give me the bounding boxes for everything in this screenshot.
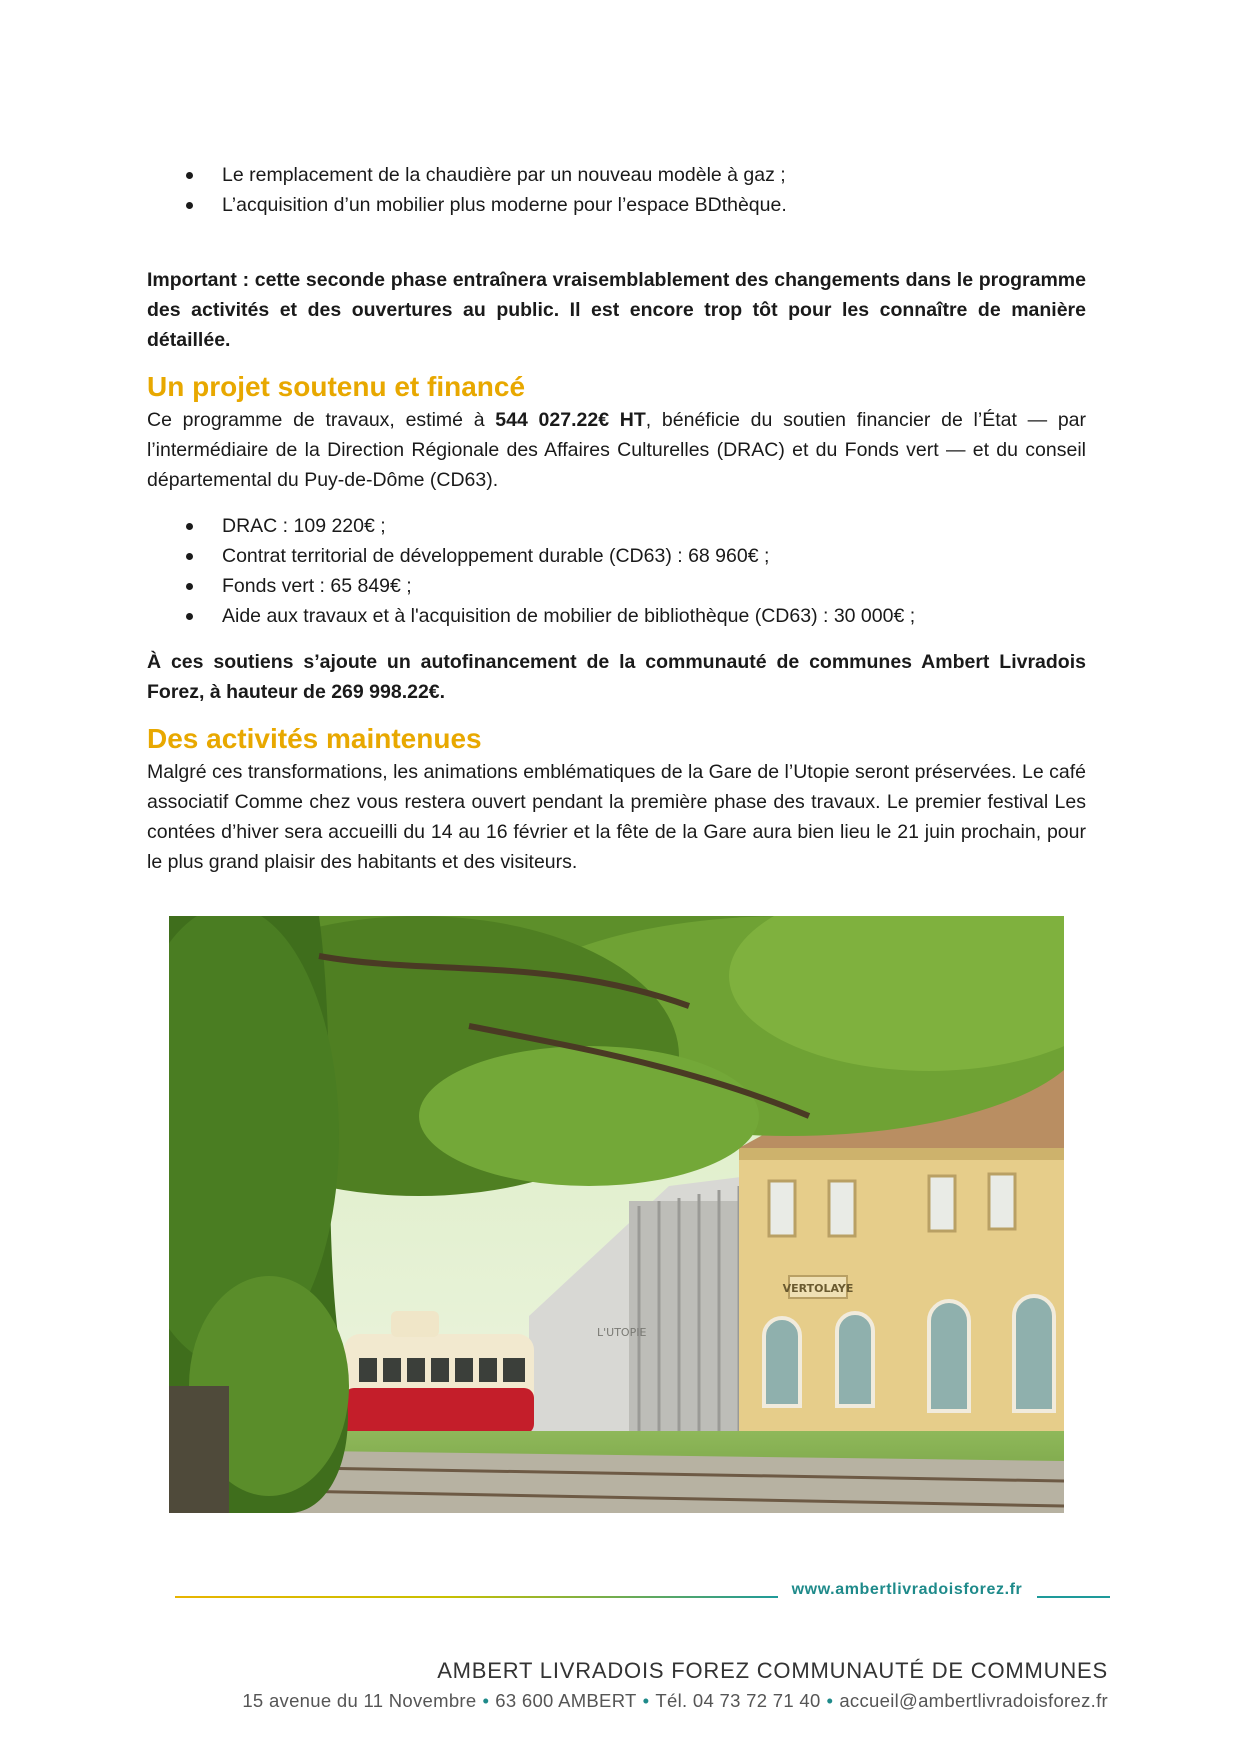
organization-name: AMBERT LIVRADOIS FOREZ COMMUNAUTÉ DE COMMUNES xyxy=(437,1658,1108,1683)
financing-intro xyxy=(147,405,1086,495)
list-item: DRAC : 109 220€ ; xyxy=(147,511,1086,541)
activities-body: Malgré ces transformations, les animations emblématiques de la Gare de l’Utopie seront préservées. Le café associatif Comme chez vous restera ouvert pendant la première phase des travaux. Le premier festival Les contées d’hiver sera accueilli du 14 au 16 février et la fête de la Gare aura bien lieu le 21 juin prochain, pour le plus grand plaisir des habitants et des visiteurs. xyxy=(147,761,1086,873)
list-item: Aide aux travaux et à l'acquisition de mobilier de bibliothèque (CD63) : 30 000€ ; xyxy=(147,601,1086,631)
website-link[interactable]: www.ambertlivradoisforez.fr xyxy=(791,1581,1023,1598)
street-address: 15 avenue du 11 Novembre xyxy=(242,1690,477,1711)
city-postcode: 63 600 AMBERT xyxy=(495,1690,637,1711)
contact-address: 15 avenue du 11 Novembre • 63 600 AMBERT • Tél. 04 73 72 71 40 • accueil@ambertlivradoisforez.fr xyxy=(242,1690,1108,1711)
list-item: Contrat territorial de développement durable (CD63) : 68 960€ ; xyxy=(147,541,1086,571)
important-note: Important : cette seconde phase entraînera vraisemblablement des changements dans le programme des activités et des ouvertures au public. Il est encore trop tôt pour les connaître de manière détaillée. xyxy=(147,269,1086,351)
intro-text-rest: , bénéficie du soutien financier de l’État — par l’intermédiaire de la Direction Régionale des Affaires Culturelles (DRAC) et du Fonds vert — et du conseil départemental du Puy-de-Dôme (CD63). xyxy=(147,409,1087,491)
building-sign: L'UTOPIE xyxy=(597,1326,647,1339)
section-title-activities: Des activités maintenues xyxy=(147,723,482,754)
intro-text: Ce programme de travaux, estimé à xyxy=(147,409,496,431)
list-item: L’acquisition d’un mobilier plus moderne pour l’espace BDthèque. xyxy=(147,190,1086,220)
phone-number: Tél. 04 73 72 71 40 xyxy=(655,1690,821,1711)
station-photo-illustration xyxy=(169,916,1064,1513)
self-funding-note: À ces soutiens s’ajoute un autofinancement de la communauté de communes Ambert Livradois Forez, à hauteur de 269 998.22€. xyxy=(147,651,1086,703)
list-item: Le remplacement de la chaudière par un nouveau modèle à gaz ; xyxy=(147,160,1086,190)
funding-list xyxy=(147,511,1086,631)
main-content xyxy=(147,160,1086,877)
list-item: Fonds vert : 65 849€ ; xyxy=(147,571,1086,601)
station-sign: VERTOLAYE xyxy=(782,1282,854,1295)
footer-line-right xyxy=(1037,1596,1110,1598)
works-list xyxy=(147,160,1086,220)
section-title-financing: Un projet soutenu et financé xyxy=(147,371,526,402)
total-amount: 544 027.22€ HT xyxy=(495,409,646,431)
footer-line-left xyxy=(175,1596,778,1598)
station-photo xyxy=(169,916,1064,1513)
email-address[interactable]: accueil@ambertlivradoisforez.fr xyxy=(839,1690,1108,1711)
